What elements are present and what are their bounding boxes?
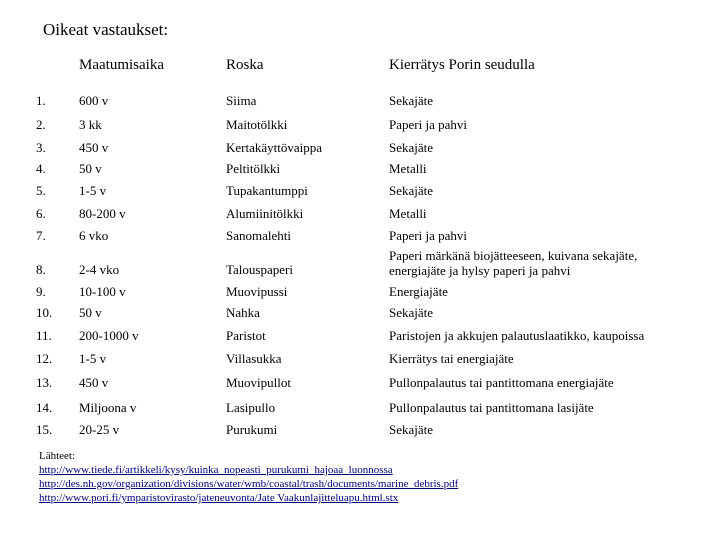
recycling-method: Sekajäte — [389, 305, 434, 320]
decomposition-time: 450 v — [79, 375, 109, 390]
decomposition-time: 80-200 v — [79, 206, 126, 221]
source-link-des-nh[interactable]: http://des.nh.gov/organization/divisions/water/wmb/coastal/trash/documents/marine_debris.pdf — [39, 478, 459, 490]
sources — [39, 449, 458, 505]
row-number: 12. — [36, 351, 53, 366]
item-name: Lasipullo — [226, 400, 276, 415]
decomposition-time: 600 v — [79, 93, 109, 108]
recycling-method-line2: energiajäte ja hylsy paperi ja pahvi — [389, 263, 571, 278]
item-name: Purukumi — [226, 422, 278, 437]
item-name: Tupakantumppi — [226, 183, 308, 198]
recycling-method: Paperi märkänä biojätteeseen, kuivana sekajäte, — [389, 248, 638, 263]
item-name: Paristot — [226, 328, 266, 343]
row-number: 13. — [36, 375, 53, 390]
header-item: Roska — [226, 57, 264, 73]
decomposition-time: 1-5 v — [79, 351, 107, 366]
decomposition-time: 20-25 v — [79, 422, 120, 437]
decomposition-time: 2-4 vko — [79, 262, 120, 277]
row-number: 2. — [36, 117, 46, 132]
recycling-method: Sekajäte — [389, 183, 434, 198]
item-name: Talouspaperi — [226, 262, 293, 277]
decomposition-time: 1-5 v — [79, 183, 107, 198]
decomposition-time: 10-100 v — [79, 284, 126, 299]
recycling-method: Kierrätys tai energiajäte — [389, 351, 514, 366]
recycling-method: Sekajäte — [389, 422, 434, 437]
recycling-method: Metalli — [389, 206, 427, 221]
source-link-pori[interactable]: http://www.pori.fi/ymparistovirasto/jateneuvonta/Jate Vaakunlajitteluapu.html.stx — [39, 492, 399, 504]
item-name: Muovipullot — [226, 375, 292, 390]
row-number: 10. — [36, 305, 53, 320]
row-number: 8. — [36, 262, 46, 277]
item-name: Villasukka — [226, 351, 282, 366]
decomposition-time: 6 vko — [79, 228, 109, 243]
page-title: Oikeat vastaukset: — [43, 20, 169, 39]
decomposition-time: 200-1000 v — [79, 328, 139, 343]
item-name: Alumiinitölkki — [226, 206, 304, 221]
recycling-method: Pullonpalautus tai pantittomana energiajäte — [389, 375, 614, 390]
recycling-method: Paristojen ja akkujen palautuslaatikko, kaupoissa — [389, 328, 645, 343]
row-number: 5. — [36, 183, 46, 198]
recycling-method: Sekajäte — [389, 93, 434, 108]
recycling-method: Pullonpalautus tai pantittomana lasijäte — [389, 400, 594, 415]
recycling-method: Sekajäte — [389, 140, 434, 155]
source-link-tiede[interactable]: http://www.tiede.fi/artikkeli/kysy/kuinka_nopeasti_purukumi_hajoaa_luonnossa — [39, 464, 393, 476]
item-name: Kertakäyttövaippa — [226, 140, 323, 155]
decomposition-time: 50 v — [79, 305, 102, 320]
decomposition-time: 3 kk — [79, 117, 102, 132]
row-number: 7. — [36, 228, 46, 243]
sources-label: Lähteet: — [39, 450, 76, 462]
row-number: 4. — [36, 161, 46, 176]
row-number: 6. — [36, 206, 46, 221]
header-recycling: Kierrätys Porin seudulla — [389, 57, 535, 73]
row-number: 3. — [36, 140, 46, 155]
recycling-method: Metalli — [389, 161, 427, 176]
decomposition-time: 50 v — [79, 161, 102, 176]
row-number: 14. — [36, 400, 53, 415]
recycling-method: Energiajäte — [389, 284, 448, 299]
row-number: 1. — [36, 93, 46, 108]
item-name: Muovipussi — [226, 284, 288, 299]
recycling-method: Paperi ja pahvi — [389, 228, 467, 243]
item-name: Sanomalehti — [226, 228, 291, 243]
item-name: Siima — [226, 93, 257, 108]
item-name: Peltitölkki — [226, 161, 281, 176]
decomposition-time: 450 v — [79, 140, 109, 155]
recycling-method: Paperi ja pahvi — [389, 117, 467, 132]
item-name: Maitotölkki — [226, 117, 288, 132]
header-decomposition-time: Maatumisaika — [79, 57, 164, 73]
decomposition-time: Miljoona v — [79, 400, 137, 415]
item-name: Nahka — [226, 305, 260, 320]
row-number: 15. — [36, 422, 53, 437]
row-number: 11. — [36, 328, 52, 343]
row-number: 9. — [36, 284, 46, 299]
